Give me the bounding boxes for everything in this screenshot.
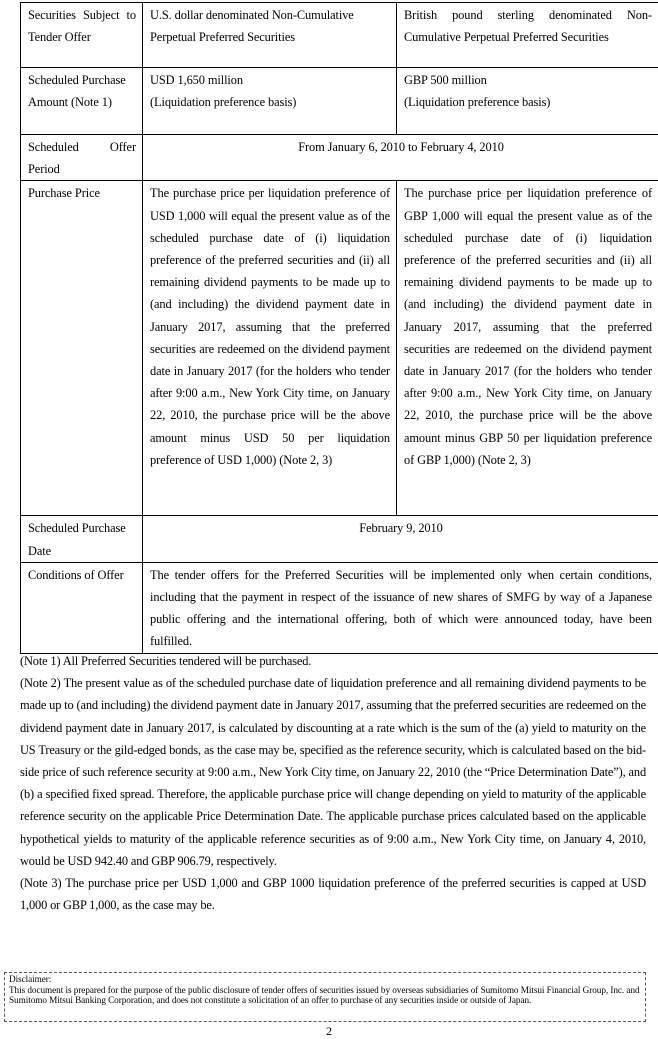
table-row-date bbox=[21, 516, 658, 562]
note-2: (Note 2) The present value as of the scheduled purchase date of liquidation preference and all remaining dividend payments to be made up to (and including) the dividend payment date in January 2017, assuming that the preferred securities are redeemed on the dividend payment date in January 2017, is calculated by discounting at a rate which is the sum of the (a) yield to maturity on the US Treasury or the gild-edged bonds, as the case may be, specified as the reference security, which is calculated based on the bid-side price of such reference security at 9:00 a.m., New York City time, on January 22, 2010 (the “Price Determination Date”), and (b) a specified fixed spread. Therefore, the applicable purchase price will change depending on yield to maturity of the applicable reference security on the applicable Price Determination Date. The applicable purchase prices calculated based on the applicable hypothetical yields to maturity of the applicable reference securities as of 9:00 a.m., New York City time, on January 4, 2010, would be USD 942.40 and GBP 906.79, respectively. bbox=[20, 676, 646, 868]
value-securities-gbp: British pound sterling denominated Non-Cumulative Perpetual Preferred Securities bbox=[397, 3, 658, 68]
value-amount-gbp bbox=[397, 68, 658, 135]
table-row-amount bbox=[21, 68, 658, 135]
amount-usd-basis: (Liquidation preference basis) bbox=[150, 95, 297, 110]
value-amount-usd bbox=[143, 68, 397, 135]
note-1: (Note 1) All Preferred Securities tendered will be purchased. bbox=[20, 654, 312, 668]
label-price: Purchase Price bbox=[21, 181, 143, 516]
note-3: (Note 3) The purchase price per USD 1,000 and GBP 1000 liquidation preference of the preferred securities is capped at USD 1,000 or GBP 1,000, as the case may be. bbox=[20, 876, 646, 913]
value-price-gbp: The purchase price per liquidation preference of GBP 1,000 will equal the present value as of the scheduled purchase date of (i) liquidation preference of the preferred securities and (ii) all remaining dividend payments to be made up to (and including) the dividend payment date in January 2017, assuming that the preferred securities are redeemed on the dividend payment date in January 2017 (for the holders who tender after 9:00 a.m., New York City time, on January 22, 2010, the purchase price will be the above amount minus GBP 50 per liquidation preference of GBP 1,000) (Note 2, 3) bbox=[397, 181, 658, 516]
tender-offer-terms-table bbox=[20, 2, 658, 654]
value-conditions: The tender offers for the Preferred Securities will be implemented only when certain conditions, including that the payment in respect of the issuance of new shares of SMFG by way of a Japanese public offering and the international offering, both of which were announced today, have been fulfilled. bbox=[143, 562, 658, 653]
notes-section bbox=[20, 650, 646, 916]
label-conditions: Conditions of Offer bbox=[21, 562, 143, 653]
disclaimer-box bbox=[4, 972, 646, 1022]
table-row-period bbox=[21, 135, 658, 181]
amount-gbp: GBP 500 million bbox=[404, 73, 487, 87]
value-securities-usd: U.S. dollar denominated Non-Cumulative Perpetual Preferred Securities bbox=[143, 3, 397, 68]
table-row-securities bbox=[21, 3, 658, 68]
value-price-usd: The purchase price per liquidation preference of USD 1,000 will equal the present value as of the scheduled purchase date of (i) liquidation preference of the preferred securities and (ii) all remaining dividend payments to be made up to (and including) the dividend payment date in January 2017, assuming that the preferred securities are redeemed on the dividend payment date in January 2017 (for the holders who tender after 9:00 a.m., New York City time, on January 22, 2010, the purchase price will be the above amount minus USD 50 per liquidation preference of USD 1,000) (Note 2, 3) bbox=[143, 181, 397, 516]
label-period: Scheduled Offer Period bbox=[21, 135, 143, 181]
disclaimer-heading: Disclaimer: bbox=[9, 974, 52, 984]
disclaimer-text: This document is prepared for the purpose of the public disclosure of tender offers of securities issued by overseas subsidiaries of Sumitomo Mitsui Financial Group, Inc. and Sumitomo Mitsui Banking Corporation, and does not constitute a solicitation of an offer to purchase of any securities inside or outside of Japan. bbox=[9, 984, 640, 1006]
label-securities: Securities Subject to Tender Offer bbox=[21, 3, 143, 68]
value-date: February 9, 2010 bbox=[143, 516, 658, 562]
amount-gbp-basis: (Liquidation preference basis) bbox=[404, 95, 551, 110]
amount-usd: USD 1,650 million bbox=[150, 73, 243, 87]
value-period: From January 6, 2010 to February 4, 2010 bbox=[143, 135, 658, 181]
label-amount: Scheduled Purchase Amount (Note 1) bbox=[21, 68, 143, 135]
table-row-conditions bbox=[21, 562, 658, 653]
table-row-price bbox=[21, 181, 658, 516]
label-date: Scheduled Purchase Date bbox=[21, 516, 143, 562]
page-number: 2 bbox=[326, 1024, 332, 1038]
